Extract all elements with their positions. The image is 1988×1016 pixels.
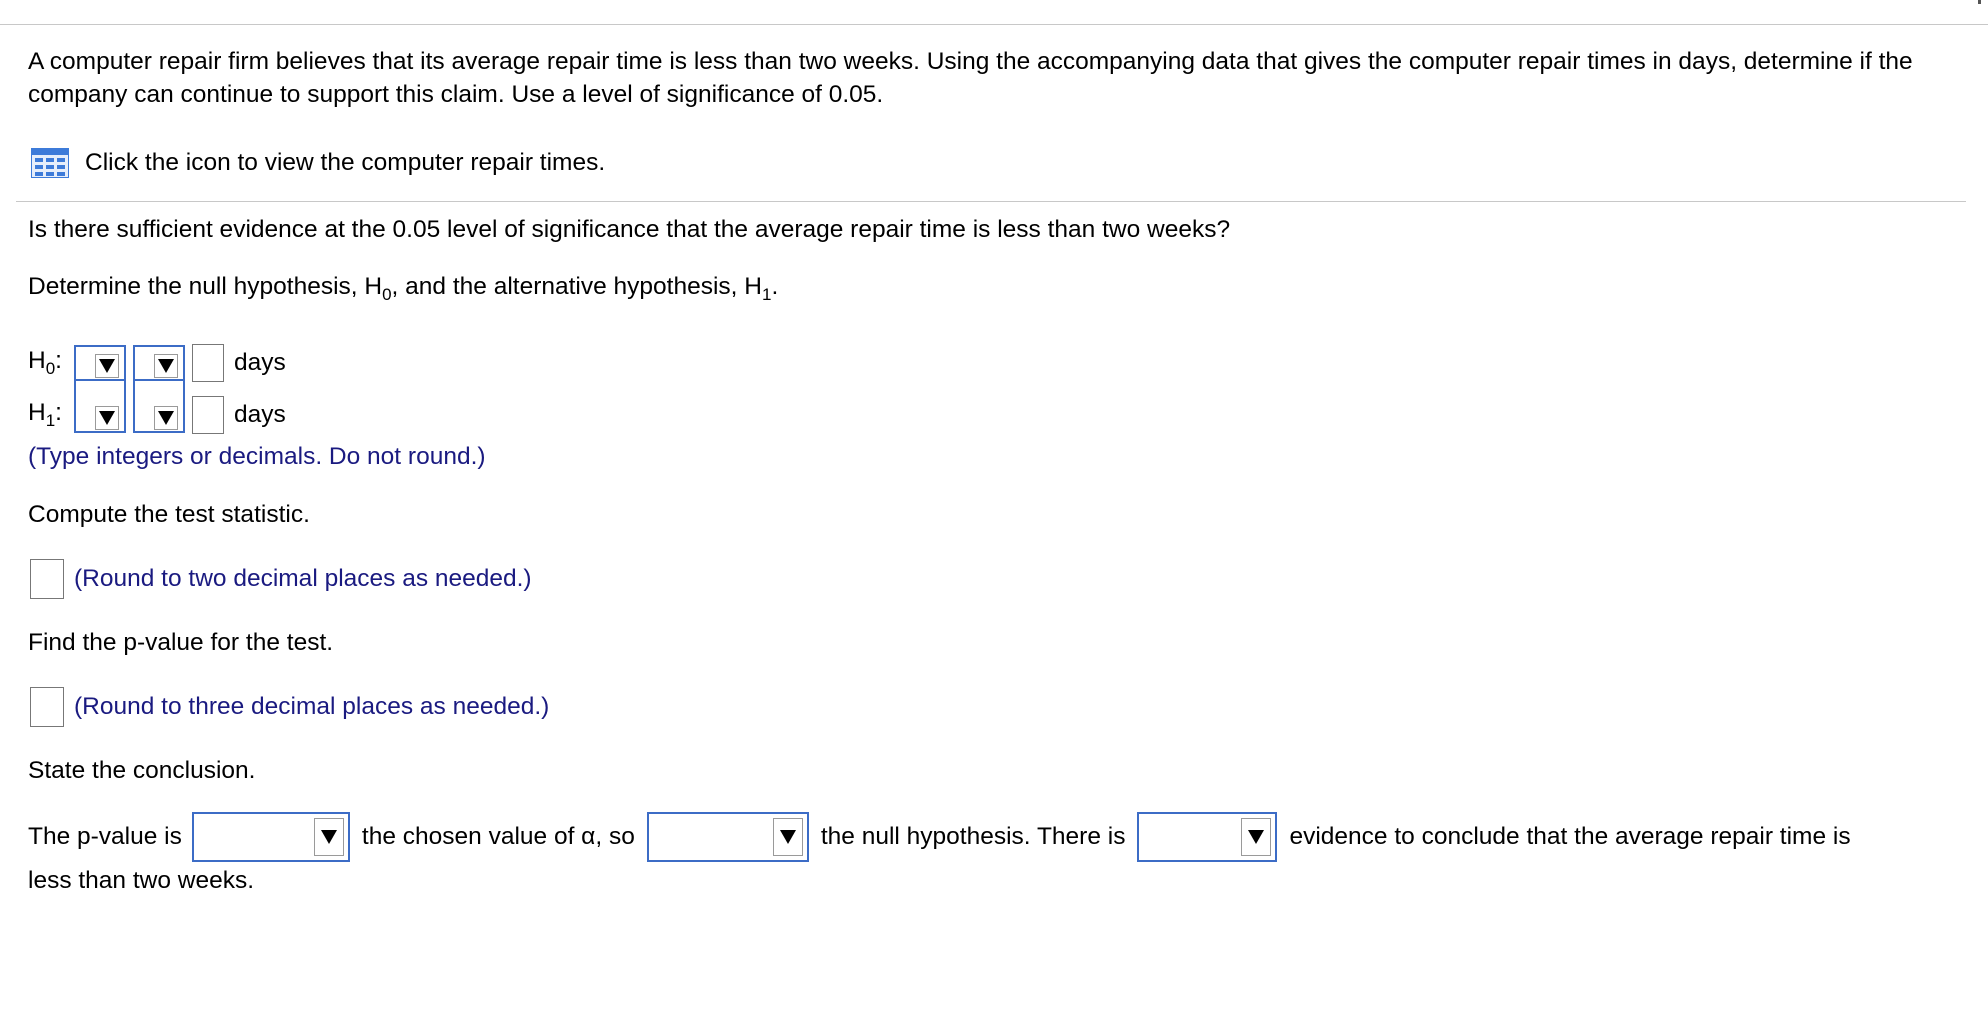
hypotheses-prompt-part: Determine the null hypothesis, H [28, 273, 383, 300]
p-value-prompt: Find the p-value for the test. [28, 629, 334, 656]
h1-letter: H [28, 399, 46, 426]
h1-value-input[interactable] [192, 396, 224, 434]
conclusion-text-1: The p-value is [28, 823, 182, 850]
h1-colon: : [55, 399, 62, 426]
h0-row [28, 345, 286, 381]
reject-decision-dropdown[interactable] [647, 812, 809, 862]
h1-parameter-dropdown[interactable] [74, 379, 126, 433]
section-divider [16, 201, 1966, 202]
dropdown-arrow-icon[interactable] [95, 354, 119, 378]
conclusion-text-4: evidence to conclude that the average repair time is [1289, 823, 1851, 850]
dropdown-arrow-icon[interactable] [1241, 818, 1271, 856]
conclusion-sentence [28, 812, 1851, 862]
conclusion-text-2: the chosen value of α, so [361, 823, 635, 850]
table-grid-icon[interactable] [31, 148, 69, 178]
h0-sub: 0 [45, 359, 56, 378]
test-statistic-row [30, 559, 532, 599]
dropdown-arrow-icon[interactable] [154, 354, 178, 378]
h0-unit: days [234, 349, 286, 376]
hypotheses-prompt-part: . [771, 273, 779, 300]
hypotheses-hint: (Type integers or decimals. Do not round.) [28, 443, 486, 470]
h1-operator-dropdown[interactable] [133, 379, 185, 433]
h0-colon: : [55, 347, 62, 374]
p-value-hint: (Round to three decimal places as needed.) [74, 693, 550, 720]
p-value-row [30, 687, 549, 727]
dropdown-arrow-icon[interactable] [154, 406, 178, 430]
conclusion-prompt: State the conclusion. [28, 757, 256, 784]
hypotheses-prompt-part: , and the alternative hypothesis, H [391, 273, 762, 300]
dropdown-arrow-icon[interactable] [773, 818, 803, 856]
question-text: A computer repair firm believes that its average repair time is less than two weeks. Using the accompanying data that gives the computer repair times in days, determine if the company can continue to support this claim. Use a level of significance of 0.05. [28, 48, 1913, 108]
h0-value-input[interactable] [192, 344, 224, 382]
hypotheses-prompt [28, 273, 778, 305]
scrollbar-thumb[interactable] [1978, 0, 1981, 4]
h1-label [28, 399, 74, 431]
h0-label [28, 347, 74, 379]
view-data-link[interactable] [31, 146, 605, 180]
test-statistic-prompt: Compute the test statistic. [28, 501, 310, 528]
h1-row [28, 397, 286, 433]
dropdown-arrow-icon[interactable] [314, 818, 344, 856]
h0-subscript: 0 [382, 285, 392, 304]
h0-letter: H [28, 347, 46, 374]
view-data-label[interactable]: Click the icon to view the computer repair times. [85, 149, 606, 176]
p-value-input[interactable] [30, 687, 64, 727]
conclusion-text-5: less than two weeks. [28, 867, 255, 894]
evidence-dropdown[interactable] [1137, 812, 1277, 862]
test-statistic-input[interactable] [30, 559, 64, 599]
top-divider [0, 24, 1988, 25]
test-statistic-hint: (Round to two decimal places as needed.) [74, 565, 532, 592]
p-value-comparison-dropdown[interactable] [192, 812, 350, 862]
h1-unit: days [234, 401, 286, 428]
h1-subscript: 1 [762, 285, 772, 304]
dropdown-arrow-icon[interactable] [95, 406, 119, 430]
evidence-prompt: Is there sufficient evidence at the 0.05 level of significance that the average repair time is less than two weeks? [28, 216, 1231, 243]
h1-sub: 1 [45, 411, 56, 430]
conclusion-text-3: the null hypothesis. There is [820, 823, 1126, 850]
